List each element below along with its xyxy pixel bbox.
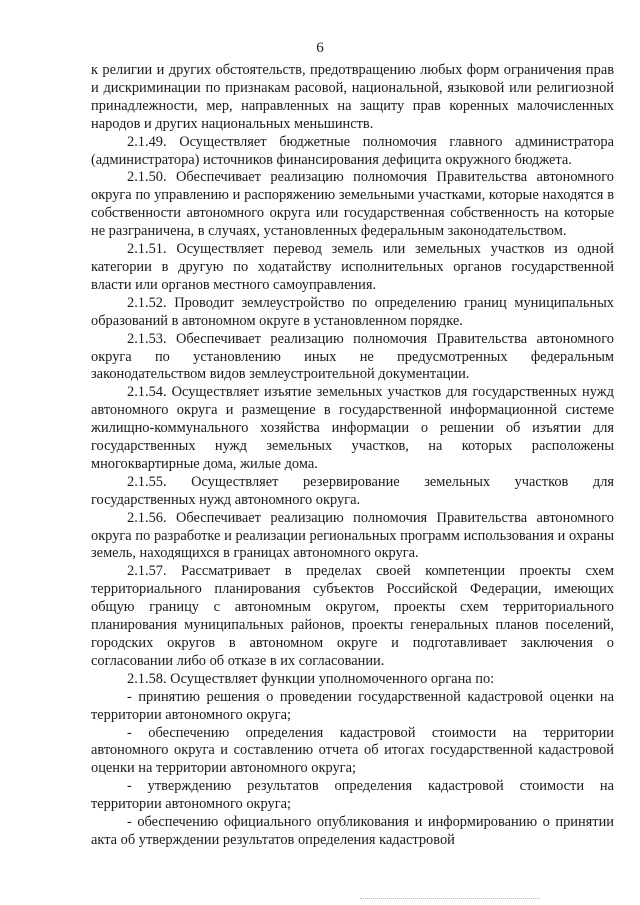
list-item-approval-results: - утверждению результатов определения кадастровой стоимости на территории автономного округа; <box>91 778 614 813</box>
scan-edge-artifact <box>360 898 540 899</box>
clause-2-1-54: 2.1.54. Осуществляет изъятие земельных участков для государственных нужд автономного округа и размещение в государственной информационной системе жилищно-коммунального хозяйства информации о решении об изъятии для государственных нужд земельных участков, на которых расположены многоквартирные дома, жилые дома. <box>91 384 614 472</box>
clause-2-1-52: 2.1.52. Проводит землеустройство по определению границ муниципальных образований в автономном округе в установленном порядке. <box>91 294 614 329</box>
clause-2-1-50: 2.1.50. Обеспечивает реализацию полномочия Правительства автономного округа по управлению и распоряжению земельными участками, которые находятся в собственности автономного округа или государственная собственность на которые не разграничена, в случаях, установленных федеральным законодательством. <box>91 169 614 240</box>
list-item-cadastral-valuation: - обеспечению определения кадастровой стоимости на территории автономного округа и составлению отчета об итогах государственной кадастровой оценки на территории автономного округа; <box>91 724 614 777</box>
clause-2-1-57: 2.1.57. Рассматривает в пределах своей компетенции проекты схем территориального планирования субъектов Российской Федерации, имеющих общую границу с автономным округом, проекты схем территориального планирования муниципальных районов, проекты генеральных планов поселений, городских округов в автономном округе и подготавливает заключения о согласовании либо об отказе в их согласовании. <box>91 563 614 669</box>
clause-2-1-56: 2.1.56. Обеспечивает реализацию полномочия Правительства автономного округа по разработке и реализации региональных программ использования и охраны земель, находящихся в границах автономного округа. <box>91 509 614 562</box>
clause-2-1-51: 2.1.51. Осуществляет перевод земель или земельных участков из одной категории в другую по ходатайству исполнительных органов государственной власти или органов местного самоуправления. <box>91 241 614 293</box>
list-item-publication: - обеспечению официального опубликования и информированию о принятии акта об утверждении результатов определения кадастровой <box>91 814 614 848</box>
clause-2-1-58: 2.1.58. Осуществляет функции уполномоченного органа по: <box>127 670 495 687</box>
clause-2-1-55: 2.1.55. Осуществляет резервирование земельных участков для государственных нужд автономного округа. <box>91 473 614 508</box>
page-number: 6 <box>316 40 324 56</box>
paragraph-continuation: к религии и других обстоятельств, предотвращению любых форм ограничения прав и дискриминации по признакам расовой, национальной, языковой или религиозной принадлежности, мер, направленных на защиту прав коренных малочисленных народов и других национальных меньшинств. <box>91 62 614 132</box>
document-body <box>91 62 614 850</box>
clause-2-1-49: 2.1.49. Осуществляет бюджетные полномочия главного администратора (администратора) источников финансирования дефицита окружного бюджета. <box>91 133 614 168</box>
list-item-assessment-decision: - принятию решения о проведении государственной кадастровой оценки на территории автономного округа; <box>91 688 614 723</box>
clause-2-1-53: 2.1.53. Обеспечивает реализацию полномочия Правительства автономного округа по установлению иных не предусмотренных федеральным законодательством видов землеустроительной документации. <box>91 330 614 383</box>
